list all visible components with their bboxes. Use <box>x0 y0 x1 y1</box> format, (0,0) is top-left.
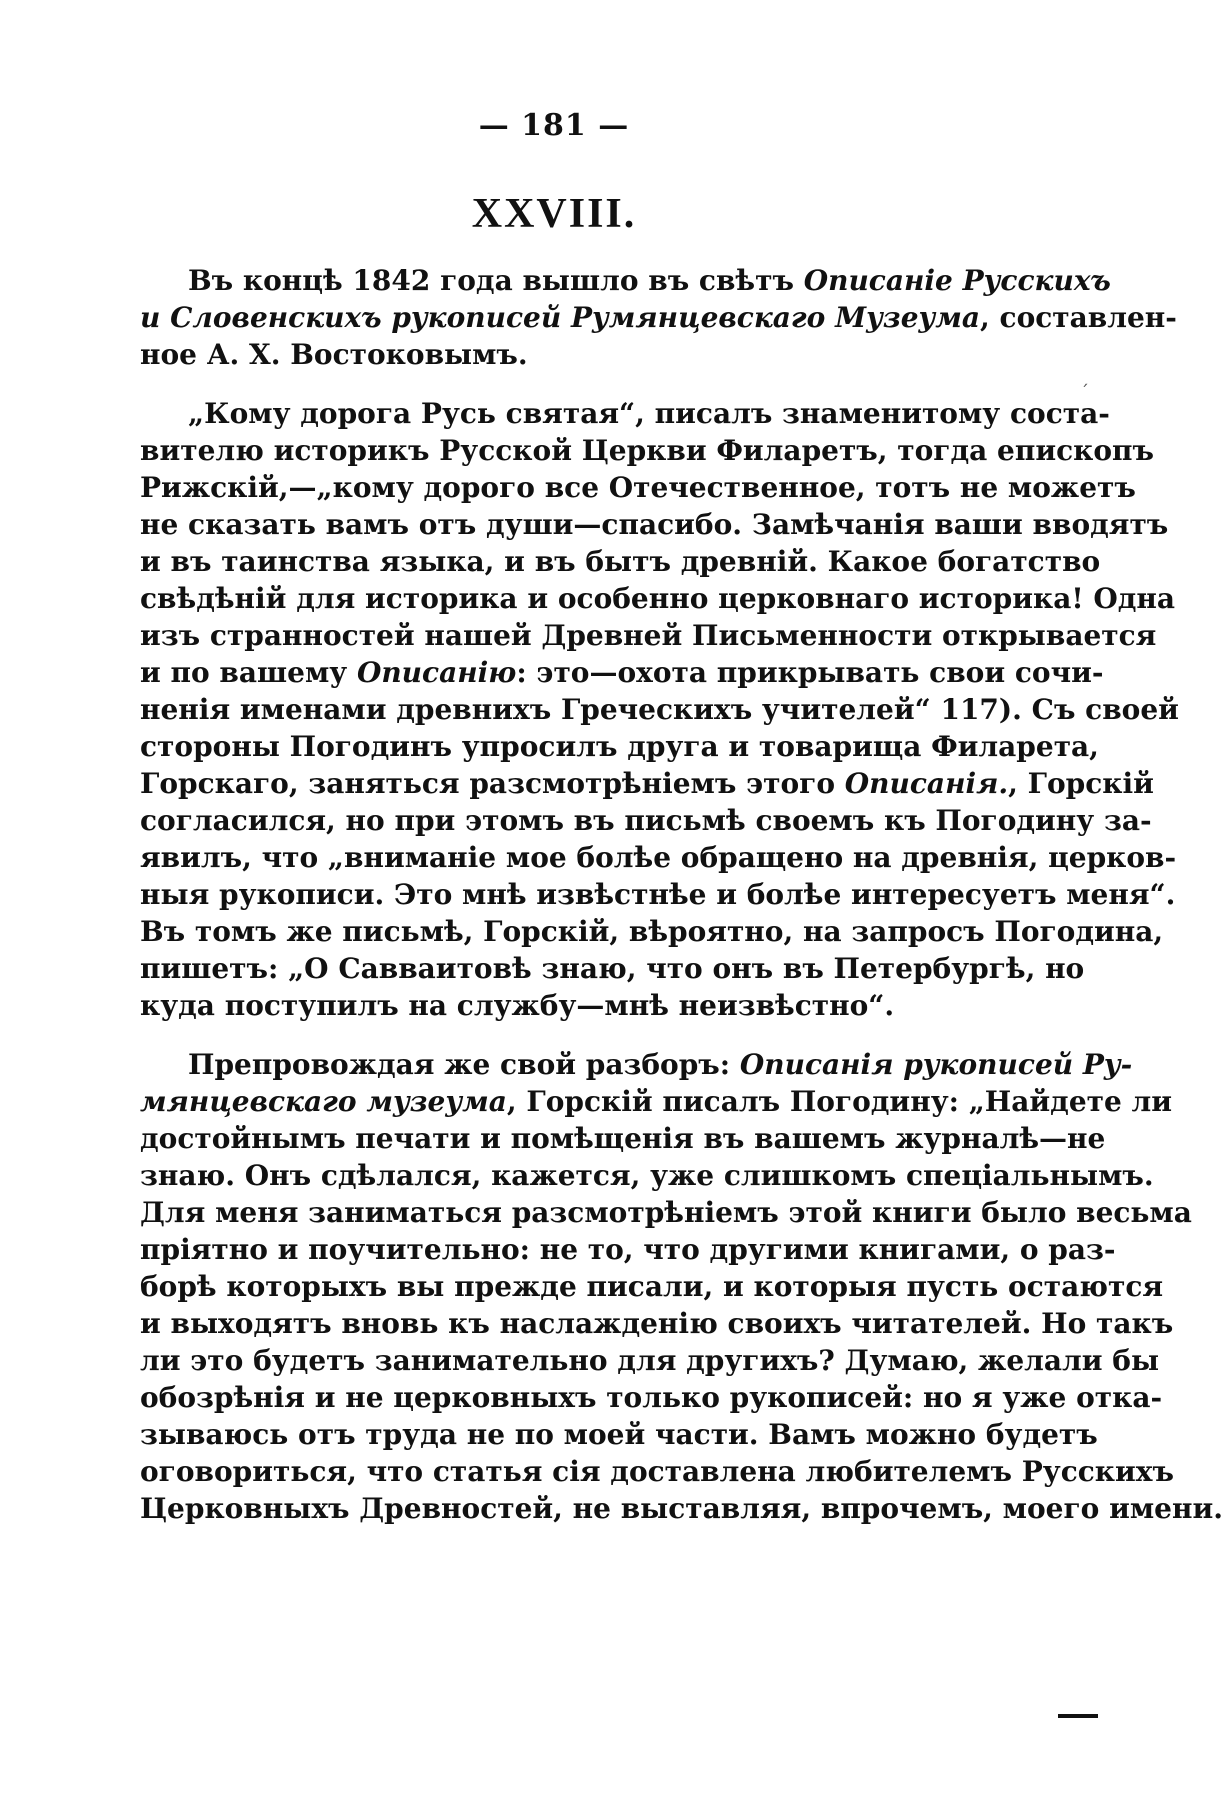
text-line <box>140 395 1110 432</box>
text-line <box>140 1379 1163 1416</box>
text-line <box>140 1083 1173 1120</box>
paragraph-gap <box>140 373 982 395</box>
text-segment: и выходятъ вновь къ наслажденію своихъ читателей. Но такъ <box>140 1307 1174 1340</box>
paragraph <box>140 1046 1223 1527</box>
text-segment: пріятно и поучительно: не то, что другими книгами, о раз- <box>140 1233 1116 1266</box>
text-segment: Горскаго, заняться разсмотрѣніемъ этого <box>140 767 845 800</box>
italic-title: и Словенскихъ рукописей Румянцевскаго Музеума <box>140 301 981 334</box>
paragraph-gap <box>140 1024 982 1046</box>
text-line <box>140 469 1136 506</box>
text-segment: Въ концѣ 1842 года вышло въ свѣтъ <box>188 264 804 297</box>
page-number: — 181 — <box>478 108 630 143</box>
text-line <box>140 506 1169 543</box>
italic-title: мянцевскаго музеума <box>140 1085 507 1118</box>
text-line <box>140 1490 1223 1527</box>
text-segment: Церковныхъ Древностей, не выставляя, впрочемъ, моего имени. <box>140 1492 1223 1525</box>
bottom-rule <box>1058 1714 1098 1718</box>
text-line <box>140 728 1099 765</box>
text-segment: Рижскій,—„кому дорого все Отечественное, тотъ не можетъ <box>140 471 1136 504</box>
text-line <box>140 1157 1154 1194</box>
text-line <box>140 1046 1133 1083</box>
text-segment: не сказать вамъ отъ души—спасибо. Замѣчанія ваши вводятъ <box>140 508 1169 541</box>
italic-title: Описанія рукописей Ру- <box>739 1048 1133 1081</box>
text-segment: ли это будетъ занимательно для другихъ? Думаю, желали бы <box>140 1344 1160 1377</box>
text-segment: знаю. Онъ сдѣлался, кажется, уже слишкомъ спеціальнымъ. <box>140 1159 1154 1192</box>
text-segment: вителю историкъ Русской Церкви Филаретъ, тогда епископъ <box>140 434 1155 467</box>
text-segment: обозрѣнія и не церковныхъ только рукописей: но я уже отка- <box>140 1381 1163 1414</box>
text-line <box>140 1231 1116 1268</box>
text-line <box>140 913 1164 950</box>
italic-title: Описаніе Русскихъ <box>803 264 1111 297</box>
text-segment: : это—охота прикрывать свои сочи- <box>516 656 1104 689</box>
text-segment: Въ томъ же письмѣ, Горскій, вѣроятно, на запросъ Погодина, <box>140 915 1164 948</box>
paragraph <box>140 262 1177 373</box>
text-line <box>140 950 1085 987</box>
text-segment: изъ странностей нашей Древней Письменности открывается <box>140 619 1157 652</box>
text-line <box>140 765 1154 802</box>
text-line <box>140 802 1152 839</box>
text-line <box>140 1342 1160 1379</box>
text-line <box>140 299 1177 336</box>
text-segment: пишетъ: „О Савваитовѣ знаю, что онъ въ Петербургѣ, но <box>140 952 1085 985</box>
text-line <box>140 1268 1164 1305</box>
text-segment: и по вашему <box>140 656 357 689</box>
text-segment: и въ таинства языка, и въ бытъ древній. Какое богатство <box>140 545 1101 578</box>
text-segment: борѣ которыхъ вы прежде писали, и которыя пусть остаются <box>140 1270 1164 1303</box>
text-segment: ное А. Х. Востоковымъ. <box>140 338 528 371</box>
text-line <box>140 987 982 1024</box>
chapter-heading: XXVIII. <box>471 191 637 237</box>
text-segment: достойнымъ печати и помѣщенія въ вашемъ журналѣ—не <box>140 1122 1106 1155</box>
text-segment: куда поступилъ на службу—мнѣ неизвѣстно“. <box>140 989 895 1022</box>
margin-mark: ´ <box>1080 382 1089 403</box>
text-segment: свѣдѣній для историка и особенно церковнаго историка! Одна <box>140 582 1176 615</box>
text-segment: явилъ, что „вниманіе мое болѣе обращено на древнія, церков- <box>140 841 1177 874</box>
text-line <box>140 1194 1192 1231</box>
italic-title: Описанія. <box>844 767 1009 800</box>
text-segment: , Горскій <box>1008 767 1154 800</box>
text-segment: „Кому дорога Русь святая“, писалъ знаменитому соста- <box>188 397 1110 430</box>
paragraph <box>140 395 1179 1024</box>
body-text <box>140 262 1223 1527</box>
text-line <box>140 580 1176 617</box>
text-line <box>140 1120 1106 1157</box>
text-line <box>140 1305 1174 1342</box>
text-segment: ненія именами древнихъ Греческихъ учителей“ 117). Съ своей <box>140 693 1179 726</box>
text-line <box>140 876 1176 913</box>
italic-title: Описанію <box>356 656 517 689</box>
text-segment: , Горскій писалъ Погодину: „Найдете ли <box>506 1085 1173 1118</box>
text-line <box>140 336 982 373</box>
text-segment: Для меня заниматься разсмотрѣніемъ этой книги было весьма <box>140 1196 1192 1229</box>
text-line <box>140 1453 1174 1490</box>
text-line <box>140 839 1177 876</box>
text-segment: ныя рукописи. Это мнѣ извѣстнѣе и болѣе интересуетъ меня“. <box>140 878 1176 911</box>
text-segment: стороны Погодинъ упросилъ друга и товарища Филарета, <box>140 730 1099 763</box>
text-line <box>140 543 1101 580</box>
text-line <box>140 617 1157 654</box>
text-line <box>140 262 1111 299</box>
text-segment: Препровождая же свой разборъ: <box>188 1048 740 1081</box>
text-segment: , составлен- <box>980 301 1177 334</box>
text-line <box>140 1416 1098 1453</box>
text-line <box>140 654 1104 691</box>
text-line <box>140 432 1155 469</box>
text-segment: согласился, но при этомъ въ письмѣ своемъ къ Погодину за- <box>140 804 1152 837</box>
text-line <box>140 691 1179 728</box>
text-segment: оговориться, что статья сія доставлена любителемъ Русскихъ <box>140 1455 1174 1488</box>
text-segment: зываюсь отъ труда не по моей части. Вамъ можно будетъ <box>140 1418 1098 1451</box>
